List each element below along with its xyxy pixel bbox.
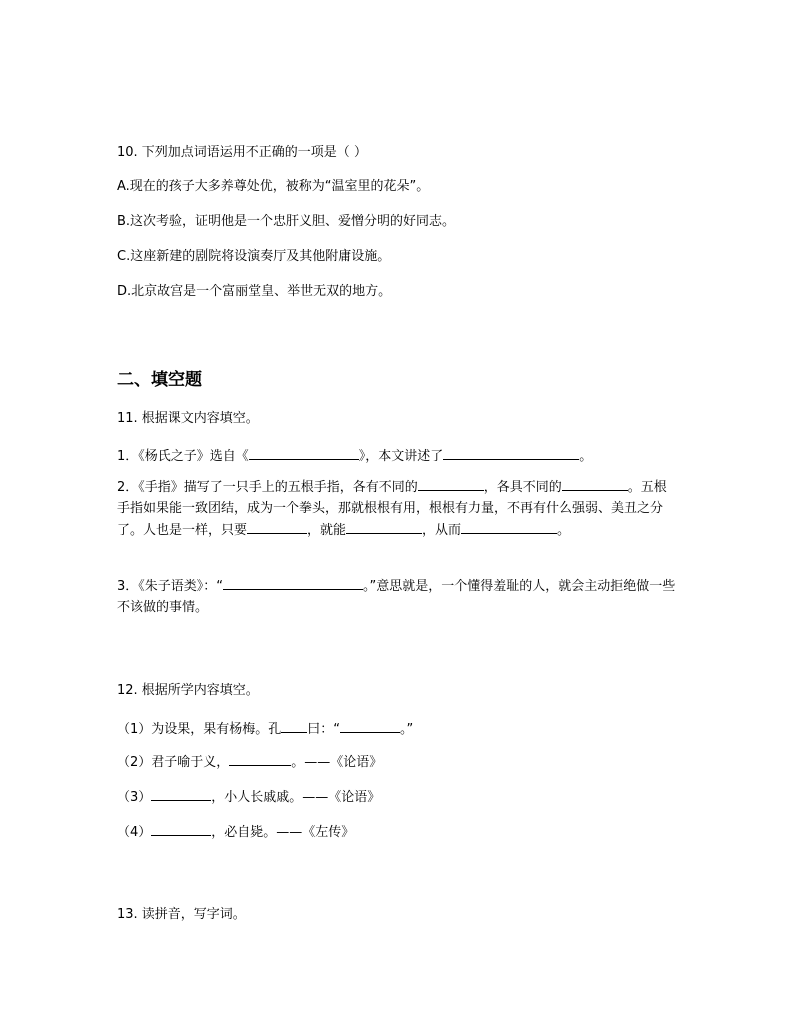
q11-item-1-text-a: 1．《杨氏之子》选自《 <box>117 449 249 464</box>
q11-item-2-text-f: 。 <box>557 523 571 538</box>
q12-item-2-text-b: 。——《论语》 <box>291 755 383 770</box>
q11-item-1-text-c: 。 <box>579 449 593 464</box>
q10-option-a: A.现在的孩子大多养尊处优，被称为“温室里的花朵”。 <box>117 179 430 194</box>
q12-item-2-text-a: （2）君子喻于义， <box>117 755 230 770</box>
q11-item-2-blank-4[interactable] <box>346 519 422 534</box>
q12-item-1-text-c: 。” <box>400 722 414 737</box>
q12-item-2 <box>117 751 382 771</box>
q11-item-2-text-d: ，就能 <box>307 523 347 538</box>
q11-item-1-blank-source[interactable] <box>249 445 359 460</box>
q12-item-1-blank-1[interactable] <box>281 718 307 733</box>
q11-item-2 <box>117 476 679 541</box>
q11-item-1-blank-story[interactable] <box>443 445 579 460</box>
q11-item-3-blank[interactable] <box>223 575 363 590</box>
q12-item-2-blank[interactable] <box>229 751 291 766</box>
q11-stem: 11. 根据课文内容填空。 <box>117 411 259 426</box>
q11-item-3 <box>117 575 679 618</box>
q12-item-1-text-b: 曰：“ <box>307 722 341 737</box>
q10-option-b: B.这次考验，证明他是一个忠肝义胆、爱憎分明的好同志。 <box>117 214 456 229</box>
q10-stem: 10. 下列加点词语运用不正确的一项是（ ） <box>117 145 367 160</box>
q12-stem: 12. 根据所学内容填空。 <box>117 683 259 698</box>
q11-item-2-blank-1[interactable] <box>418 476 484 491</box>
q11-item-2-text-a: 2．《手指》描写了一只手上的五根手指，各有不同的 <box>117 480 418 495</box>
q11-item-2-text-e: ，从而 <box>422 523 462 538</box>
q10-option-c: C.这座新建的剧院将设演奏厅及其他附庸设施。 <box>117 249 391 264</box>
q11-item-2-text-b: ，各具不同的 <box>483 480 562 495</box>
q12-item-1-text-a: （1）为设果，果有杨梅。孔 <box>117 722 282 737</box>
q12-item-1 <box>117 718 413 738</box>
q12-item-3 <box>117 786 380 806</box>
q12-item-4-blank[interactable] <box>151 821 211 836</box>
q12-item-4-text-a: （4） <box>117 825 152 840</box>
q13-stem: 13. 读拼音，写字词。 <box>117 907 246 922</box>
q11-item-2-blank-3[interactable] <box>247 519 307 534</box>
q11-item-2-blank-5[interactable] <box>461 519 557 534</box>
q12-item-1-blank-2[interactable] <box>340 718 400 733</box>
q11-item-1-text-b: 》，本文讲述了 <box>358 449 444 464</box>
q10-option-d: D.北京故宫是一个富丽堂皇、举世无双的地方。 <box>117 284 392 299</box>
q12-item-3-blank[interactable] <box>151 786 211 801</box>
q12-item-4-text-b: ，必自毙。——《左传》 <box>211 825 355 840</box>
q12-item-4 <box>117 821 354 841</box>
q11-item-3-text-b: 。”意思就是，一个懂得羞耻的人，就会主动拒绝做一些不该做的事情。 <box>117 579 676 615</box>
q11-item-2-text-c: 。五根手指如果能一致团结，成为一个拳头，那就根根有用，根根有力量，不再有什么强弱、美丑之分了。人也是一样，只要 <box>117 480 667 538</box>
q12-item-3-text-b: ，小人长戚戚。——《论语》 <box>211 790 381 805</box>
q11-item-2-blank-2[interactable] <box>562 476 628 491</box>
q11-item-1 <box>117 445 592 465</box>
q12-item-3-text-a: （3） <box>117 790 152 805</box>
section-heading-fill-in: 二、填空题 <box>117 370 202 390</box>
q11-item-3-text-a: 3．《朱子语类》：“ <box>117 579 224 594</box>
